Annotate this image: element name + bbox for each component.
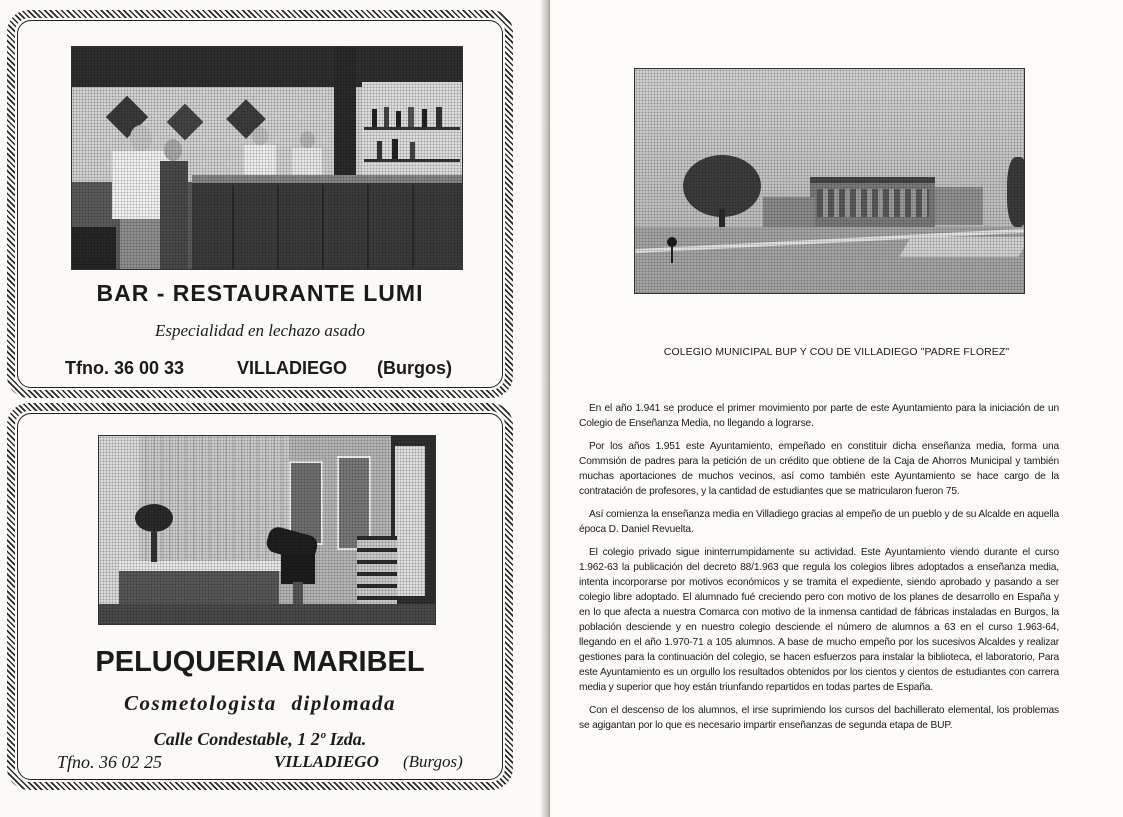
ad-province: (Burgos) [403, 752, 463, 771]
right-page [550, 0, 1123, 817]
ad-tagline: Especialidad en lechazo asado [154, 321, 366, 340]
ad-province: (Burgos) [377, 358, 452, 378]
school-building-photo [634, 68, 1025, 294]
hair-salon-photo [98, 435, 436, 625]
ad-title: BAR - RESTAURANTE LUMI [96, 280, 424, 306]
article-paragraph: El colegio privado sigue ininterrumpidamente su actividad. Este Ayuntamiento viendo durante el curso 1.962-63 la publicación del decreto 88/1.963 que regula los colegios libres adoptados a enseñanza media, intenta incorporarse por motivos económicos y se tramita el expediente, siendo aprobado y pasando a ser colegio libre adoptado. El alumnado fué creciendo pero con motivo de los planes de desarrollo en España y en lo que afecta a nuestra Comarca con motivo de la inmensa cantidad de fábricas instaladas en Burgos, la población desciende y en nuestro colegio desciende el número de alumnos a 63 en el curso 1.963-64, llegando en el año 1.970-71 a 105 alumnos. A base de mucho empeño por los sucesivos Alcaldes y realizar gestiones para la continuación del colegio, se hacen esfuerzos para instalar la biblioteca, el laboratorio, Para este Ayuntamiento es un orgullo los resultados obtenidos por los cientos y cientos de estudiantes con carrera media y superior que hoy están triunfando repartidos en todas partes de España. [579, 547, 1059, 693]
ad-city: VILLADIEGO [237, 358, 348, 378]
article-paragraph: Con el descenso de los alumnos, el irse suprimiendo los cursos del bachillerato elemental, los problemas se agigantan por lo que es necesario impartir enseñanzas de segunda etapa de BUP. [579, 705, 1059, 731]
photo-caption: COLEGIO MUNICIPAL BUP Y COU DE VILLADIEGO "PADRE FLOREZ" [663, 346, 1010, 358]
article-paragraph: Así comienza la enseñanza media en Villadiego gracias al empeño de un pueblo y de su Alcalde en aquella época D. Daniel Revuelta. [579, 509, 1059, 535]
ad-city: VILLADIEGO [274, 752, 379, 771]
ad-bar-restaurante-lumi [7, 10, 513, 398]
ad-address: Calle Condestable, 1 2º Izda. [153, 729, 367, 749]
article-body [579, 401, 1059, 741]
ad-peluqueria-maribel [7, 403, 513, 790]
article-paragraph: En el año 1.941 se produce el primer movimiento por parte de este Ayuntamiento para la iniciación de un Colegio de Enseñanza Media, no llegando a lograrse. [579, 403, 1059, 429]
ad-phone: Tfno. 36 00 33 [65, 358, 185, 378]
ad-phone: Tfno. 36 02 25 [57, 752, 163, 772]
bar-interior-photo [71, 46, 463, 270]
ad-title: PELUQUERIA MARIBEL [95, 646, 425, 678]
article-paragraph: Por los años 1.951 este Ayuntamiento, empeñado en constituir dicha enseñanza media, forma una Commsión de padres para la petición de un crédito que obtiene de la Caja de Ahorros Municipal y también muchas aportaciones de muchos vecinos, así como también este Ayuntamiento se hace cargo de la contratación de profesores, y la cantidad de estudiantes que se matricularon fueron 75. [579, 441, 1059, 497]
left-page [0, 0, 548, 817]
ad-tagline: Cosmetologista diplomada [123, 691, 397, 715]
